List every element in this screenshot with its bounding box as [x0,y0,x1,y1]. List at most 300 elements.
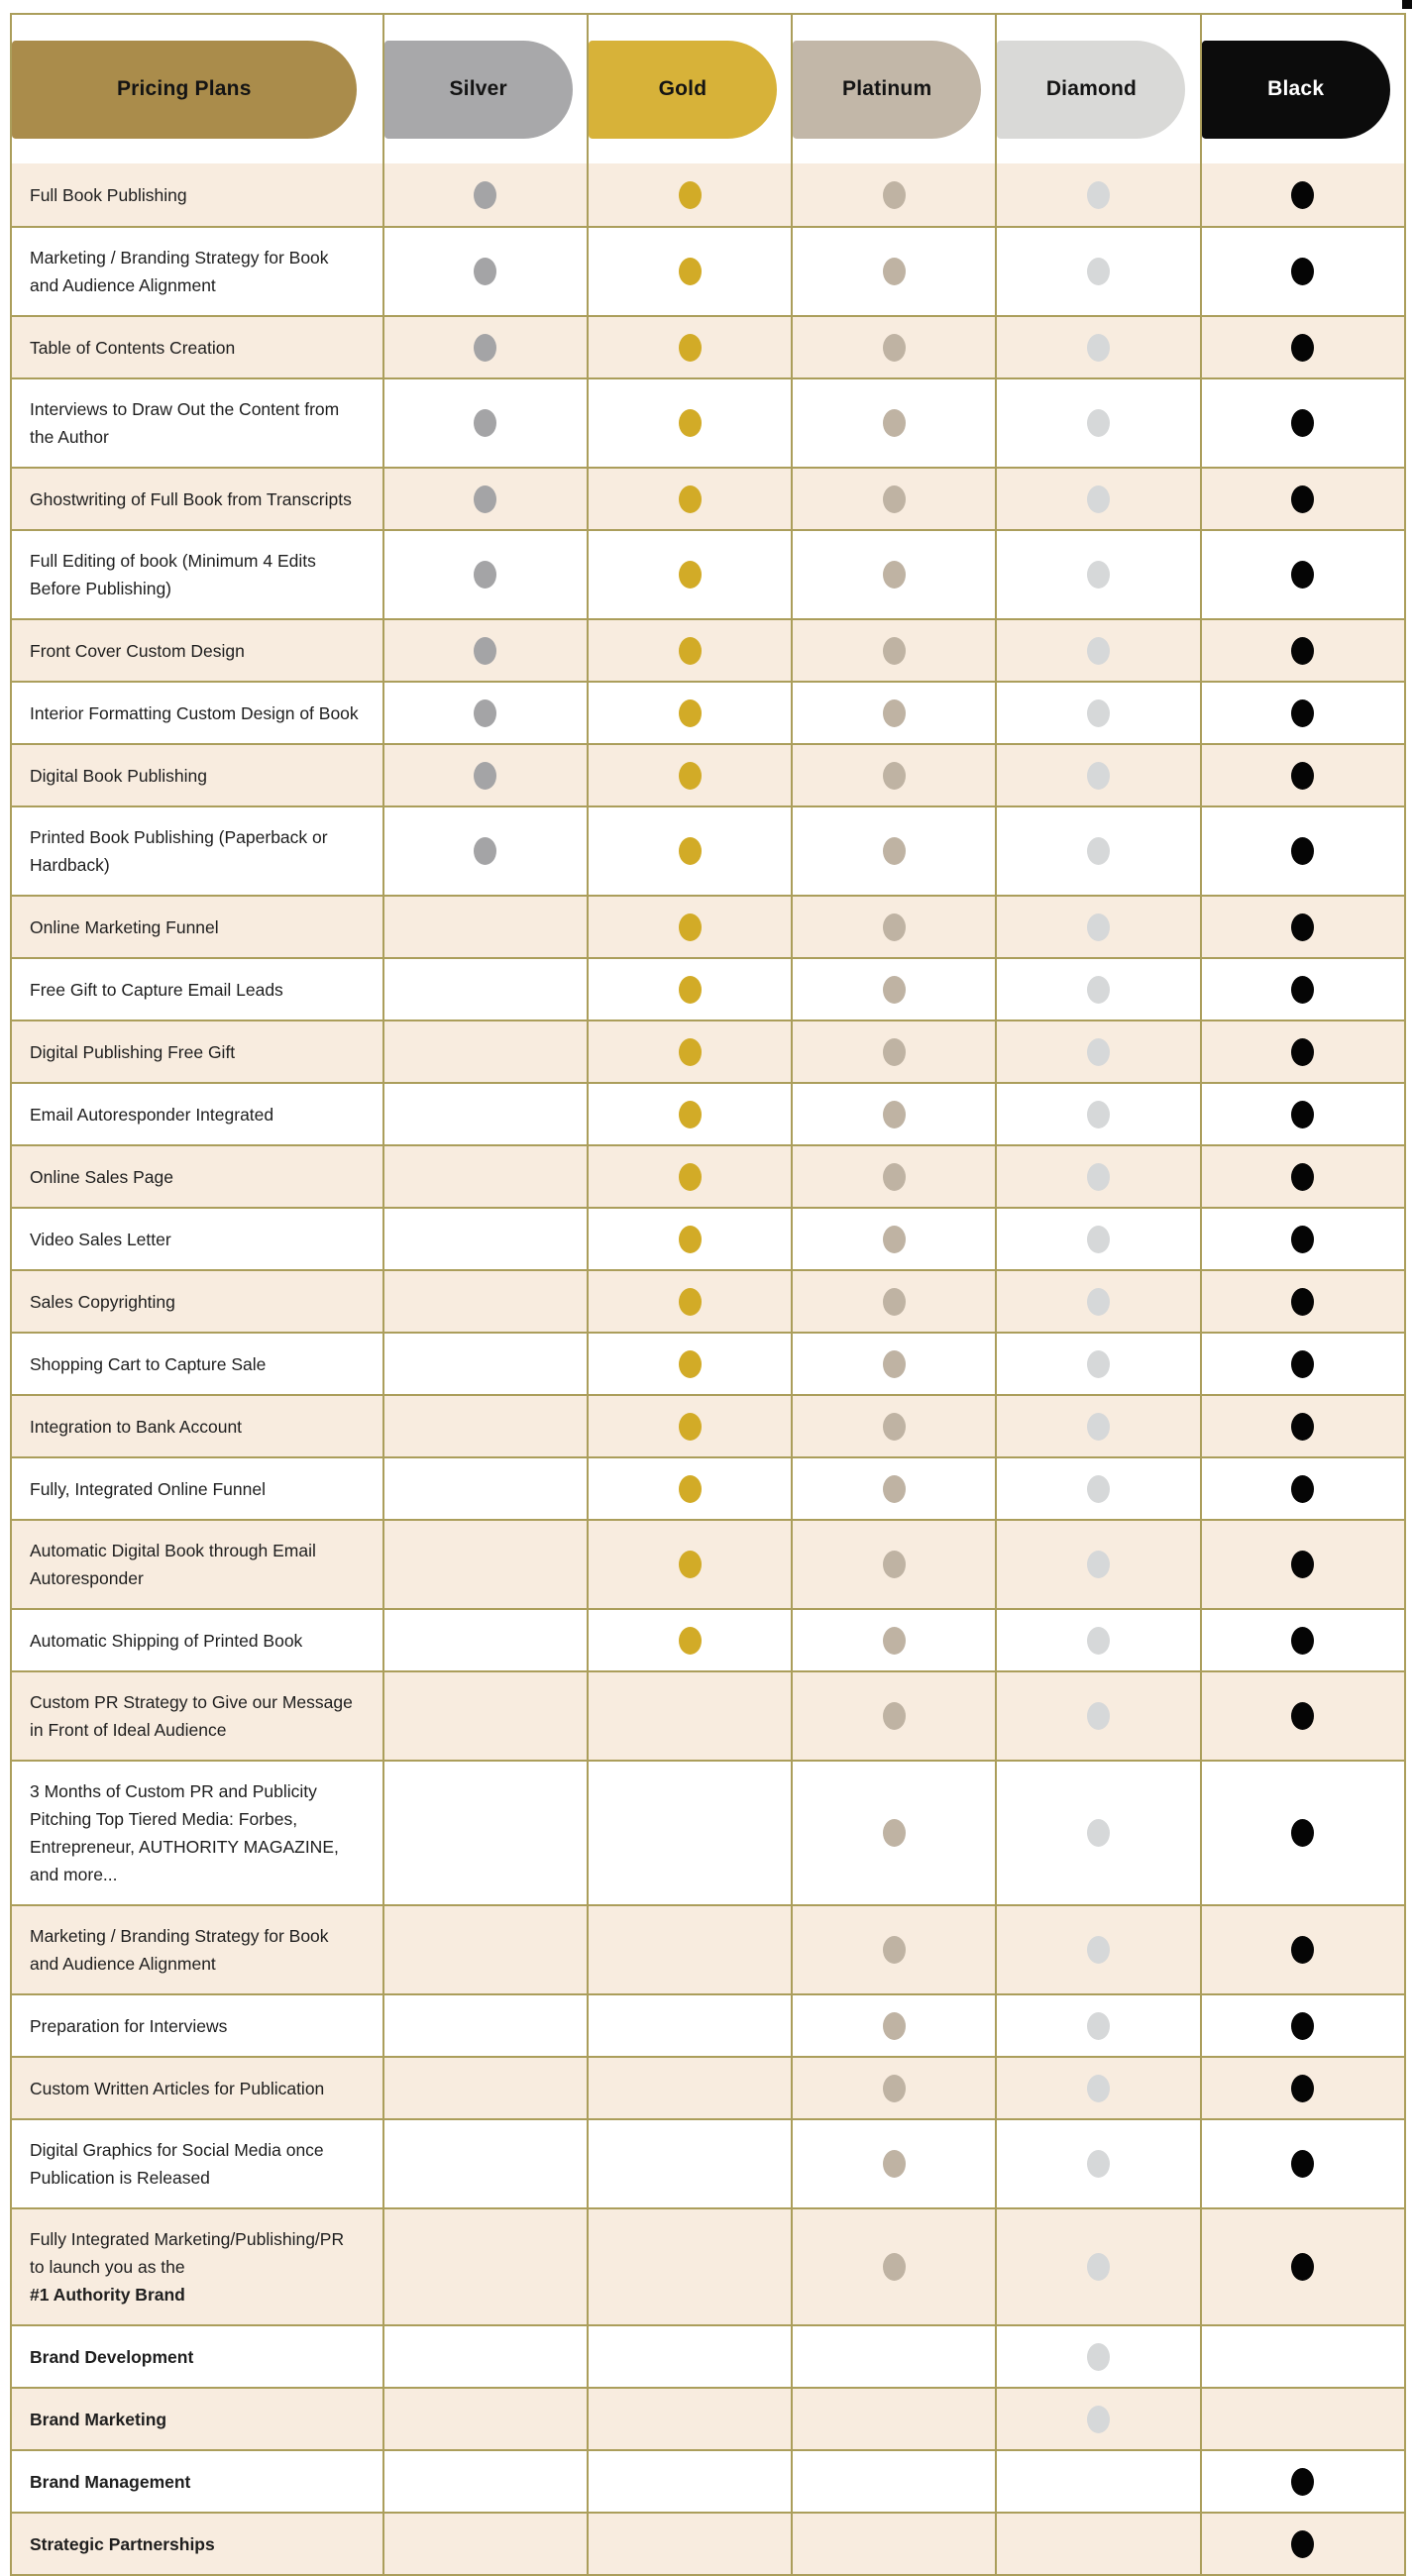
included-dot-diamond [1087,409,1110,437]
feature-label: Table of Contents Creation [30,337,236,358]
plan-cell-gold [587,531,791,618]
plan-cell-diamond [995,2209,1199,2324]
gold-pill [589,41,777,139]
feature-label: Brand Marketing [30,2409,167,2429]
plan-cell-silver [382,2120,587,2207]
plan-cell-platinum [791,2451,995,2512]
included-dot-diamond [1087,1163,1110,1191]
feature-label: Marketing / Branding Strategy for Book and Audience Alignment [30,1926,334,1974]
included-dot-diamond [1087,1936,1110,1964]
included-dot-gold [679,1551,702,1578]
silver-label: Silver [449,77,507,100]
screen-edge-artifact [1402,0,1412,9]
feature-row [12,1394,1404,1456]
plan-cell-silver [382,1521,587,1608]
included-dot-silver [474,561,496,589]
feature-label: Integration to Bank Account [30,1416,243,1437]
included-dot-diamond [1087,2075,1110,2102]
plan-cell-gold [587,163,791,226]
plan-cell-platinum [791,1146,995,1207]
plan-cell-silver [382,317,587,377]
included-dot-black [1291,1551,1314,1578]
included-dot-gold [679,1475,702,1503]
plan-cell-platinum [791,2514,995,2574]
plan-cell-black [1200,1672,1404,1760]
plan-cell-gold [587,1906,791,1993]
plan-cell-black [1200,1334,1404,1394]
plan-cell-gold [587,807,791,895]
included-dot-black [1291,2530,1314,2558]
plan-cell-platinum [791,745,995,805]
included-dot-gold [679,1038,702,1066]
plan-cell-diamond [995,1334,1199,1394]
included-dot-platinum [883,561,906,589]
included-dot-black [1291,1038,1314,1066]
included-dot-gold [679,181,702,209]
feature-label: Custom Written Articles for Publication [30,2078,325,2098]
plan-cell-diamond [995,2058,1199,2118]
plan-cell-gold [587,1209,791,1269]
feature-row [12,1456,1404,1519]
included-dot-black [1291,637,1314,665]
included-dot-gold [679,976,702,1004]
included-dot-black [1291,1226,1314,1253]
feature-label: Full Book Publishing [30,184,187,205]
feature-label: Online Marketing Funnel [30,916,219,937]
plan-cell-platinum [791,2326,995,2387]
plan-cell-black [1200,1209,1404,1269]
included-dot-diamond [1087,913,1110,941]
plan-cell-black [1200,1521,1404,1608]
feature-row [12,895,1404,957]
diamond-pill [997,41,1185,139]
included-dot-black [1291,762,1314,790]
feature-label: Fully, Integrated Online Funnel [30,1478,267,1499]
included-dot-platinum [883,699,906,727]
feature-row [12,1082,1404,1144]
plan-cell-diamond [995,2451,1199,2512]
included-dot-platinum [883,976,906,1004]
plan-cell-silver [382,1995,587,2056]
diamond-label: Diamond [1045,77,1138,100]
plan-cell-silver [382,228,587,315]
plan-cell-black [1200,1610,1404,1670]
pricing-comparison-table [10,13,1406,2576]
plan-cell-silver [382,683,587,743]
included-dot-platinum [883,637,906,665]
feature-row [12,1332,1404,1394]
feature-label: Digital Graphics for Social Media once Publication is Released [30,2140,329,2188]
plan-cell-gold [587,1146,791,1207]
included-dot-diamond [1087,1551,1110,1578]
feature-label: Email Autoresponder Integrated [30,1104,274,1125]
included-dot-platinum [883,409,906,437]
included-dot-gold [679,637,702,665]
feature-row [12,681,1404,743]
included-dot-diamond [1087,2012,1110,2040]
black-label: Black [1267,77,1325,100]
included-dot-diamond [1087,2253,1110,2281]
included-dot-gold [679,409,702,437]
plan-cell-black [1200,807,1404,895]
plan-cell-silver [382,531,587,618]
feature-row [12,1269,1404,1332]
plan-cell-silver [382,379,587,467]
plan-cell-diamond [995,897,1199,957]
included-dot-gold [679,561,702,589]
plan-cell-platinum [791,1209,995,1269]
feature-label: Automatic Shipping of Printed Book [30,1630,303,1651]
included-dot-gold [679,762,702,790]
plan-cell-platinum [791,1271,995,1332]
plan-cell-diamond [995,2326,1199,2387]
feature-row [12,2056,1404,2118]
included-dot-gold [679,913,702,941]
plan-cell-diamond [995,2389,1199,2449]
plan-cell-silver [382,1209,587,1269]
included-dot-black [1291,485,1314,513]
included-dot-gold [679,1413,702,1441]
plan-cell-diamond [995,379,1199,467]
feature-row [12,2207,1404,2324]
included-dot-diamond [1087,2343,1110,2371]
header-cell-diamond [995,15,1199,163]
included-dot-gold [679,699,702,727]
included-dot-platinum [883,1627,906,1655]
plan-cell-black [1200,317,1404,377]
plan-cell-black [1200,1084,1404,1144]
included-dot-black [1291,1936,1314,1964]
plan-cell-platinum [791,317,995,377]
plan-cell-gold [587,620,791,681]
included-dot-diamond [1087,2150,1110,2178]
feature-row [12,618,1404,681]
included-dot-diamond [1087,1101,1110,1128]
included-dot-black [1291,181,1314,209]
platinum-label: Platinum [842,77,932,100]
feature-label: Video Sales Letter [30,1229,171,1249]
included-dot-black [1291,2253,1314,2281]
plan-cell-platinum [791,2209,995,2324]
included-dot-black [1291,1413,1314,1441]
plan-cell-silver [382,1762,587,1904]
gold-label: Gold [658,77,707,100]
plan-cell-gold [587,897,791,957]
plan-cell-silver [382,620,587,681]
table-header-row [12,15,1404,163]
plan-cell-black [1200,228,1404,315]
plan-cell-platinum [791,1021,995,1082]
included-dot-black [1291,1702,1314,1730]
plan-cell-silver [382,2058,587,2118]
included-dot-silver [474,334,496,362]
included-dot-diamond [1087,334,1110,362]
included-dot-diamond [1087,1627,1110,1655]
plan-cell-silver [382,1146,587,1207]
plan-cell-gold [587,1610,791,1670]
plan-cell-platinum [791,469,995,529]
included-dot-diamond [1087,762,1110,790]
feature-row [12,743,1404,805]
included-dot-black [1291,258,1314,285]
plan-cell-diamond [995,620,1199,681]
feature-row [12,163,1404,226]
included-dot-black [1291,699,1314,727]
included-dot-silver [474,699,496,727]
included-dot-platinum [883,485,906,513]
plan-cell-black [1200,1906,1404,1993]
plan-cell-black [1200,469,1404,529]
feature-label: Online Sales Page [30,1166,173,1187]
included-dot-gold [679,1226,702,1253]
plan-cell-diamond [995,745,1199,805]
plan-cell-platinum [791,228,995,315]
plan-cell-platinum [791,2058,995,2118]
feature-row [12,805,1404,895]
plan-cell-gold [587,745,791,805]
feature-label: Full Editing of book (Minimum 4 Edits Before Publishing) [30,551,321,598]
plan-cell-gold [587,1084,791,1144]
plan-cell-black [1200,683,1404,743]
feature-label: Digital Publishing Free Gift [30,1041,236,1062]
plan-cell-diamond [995,1396,1199,1456]
feature-label: Printed Book Publishing (Paperback or Hardback) [30,827,333,875]
plan-cell-diamond [995,2120,1199,2207]
included-dot-black [1291,1350,1314,1378]
feature-label: Interviews to Draw Out the Content from the Author [30,399,345,447]
plan-cell-diamond [995,683,1199,743]
feature-row [12,1760,1404,1904]
feature-row [12,1020,1404,1082]
included-dot-platinum [883,334,906,362]
plan-cell-black [1200,2451,1404,2512]
feature-row [12,1904,1404,1993]
included-dot-diamond [1087,1819,1110,1847]
plan-cell-gold [587,379,791,467]
feature-label: 3 Months of Custom PR and Publicity Pitching Top Tiered Media: Forbes, Entrepreneur, AUTHORITY MAGAZINE, and more... [30,1781,344,1884]
plan-cell-silver [382,1021,587,1082]
header-cell-silver [382,15,587,163]
plan-cell-black [1200,620,1404,681]
included-dot-black [1291,1627,1314,1655]
included-dot-black [1291,1101,1314,1128]
plan-cell-platinum [791,1995,995,2056]
included-dot-platinum [883,258,906,285]
included-dot-platinum [883,1936,906,1964]
included-dot-platinum [883,1702,906,1730]
included-dot-platinum [883,1413,906,1441]
header-cell-pricing-plans [12,15,382,163]
included-dot-gold [679,1627,702,1655]
plan-cell-gold [587,1672,791,1760]
plan-cell-diamond [995,1021,1199,1082]
feature-label: Shopping Cart to Capture Sale [30,1353,267,1374]
plan-cell-diamond [995,1209,1199,1269]
included-dot-diamond [1087,1413,1110,1441]
included-dot-diamond [1087,699,1110,727]
header-cell-black [1200,15,1404,163]
included-dot-black [1291,1475,1314,1503]
plan-cell-gold [587,2451,791,2512]
plan-cell-gold [587,683,791,743]
plan-cell-silver [382,745,587,805]
feature-label: Custom PR Strategy to Give our Message in Front of Ideal Audience [30,1692,358,1740]
included-dot-black [1291,976,1314,1004]
plan-cell-gold [587,1021,791,1082]
included-dot-platinum [883,2150,906,2178]
plan-cell-diamond [995,1762,1199,1904]
included-dot-platinum [883,1819,906,1847]
included-dot-silver [474,181,496,209]
included-dot-diamond [1087,637,1110,665]
plan-cell-platinum [791,1762,995,1904]
feature-row [12,1670,1404,1760]
plan-cell-silver [382,163,587,226]
plan-cell-platinum [791,1458,995,1519]
feature-row [12,315,1404,377]
plan-cell-black [1200,1271,1404,1332]
plan-cell-platinum [791,163,995,226]
plan-cell-gold [587,1762,791,1904]
included-dot-black [1291,1288,1314,1316]
feature-label: Brand Management [30,2471,191,2492]
plan-cell-diamond [995,959,1199,1020]
included-dot-gold [679,1350,702,1378]
included-dot-platinum [883,1350,906,1378]
plan-cell-diamond [995,1521,1199,1608]
plan-cell-silver [382,2209,587,2324]
included-dot-diamond [1087,1350,1110,1378]
feature-row [12,377,1404,467]
plan-cell-silver [382,807,587,895]
plan-cell-diamond [995,1906,1199,1993]
header-cell-gold [587,15,791,163]
included-dot-silver [474,762,496,790]
included-dot-gold [679,1288,702,1316]
included-dot-black [1291,913,1314,941]
included-dot-diamond [1087,181,1110,209]
plan-cell-silver [382,2389,587,2449]
plan-cell-silver [382,959,587,1020]
pricing-plans-label: Pricing Plans [116,77,252,100]
included-dot-silver [474,485,496,513]
feature-label: Digital Book Publishing [30,765,207,786]
feature-label: Front Cover Custom Design [30,640,245,661]
feature-row [12,1608,1404,1670]
feature-row [12,529,1404,618]
plan-cell-gold [587,228,791,315]
included-dot-diamond [1087,485,1110,513]
plan-cell-black [1200,745,1404,805]
plan-cell-platinum [791,379,995,467]
plan-cell-silver [382,897,587,957]
plan-cell-gold [587,1521,791,1608]
included-dot-platinum [883,1288,906,1316]
included-dot-diamond [1087,1226,1110,1253]
included-dot-black [1291,2012,1314,2040]
plan-cell-platinum [791,1521,995,1608]
included-dot-black [1291,837,1314,865]
feature-rows [12,163,1404,2574]
plan-cell-platinum [791,1610,995,1670]
plan-cell-silver [382,1334,587,1394]
plan-cell-diamond [995,1672,1199,1760]
feature-row [12,2387,1404,2449]
included-dot-black [1291,2075,1314,2102]
plan-cell-diamond [995,163,1199,226]
included-dot-black [1291,2150,1314,2178]
plan-cell-platinum [791,959,995,1020]
plan-cell-diamond [995,2514,1199,2574]
plan-cell-platinum [791,1906,995,1993]
plan-cell-diamond [995,1271,1199,1332]
feature-row [12,467,1404,529]
pricing-plans-pill [12,41,357,139]
plan-cell-diamond [995,228,1199,315]
included-dot-diamond [1087,258,1110,285]
feature-label: Preparation for Interviews [30,2015,228,2036]
plan-cell-platinum [791,683,995,743]
feature-row [12,1207,1404,1269]
plan-cell-black [1200,1146,1404,1207]
included-dot-platinum [883,762,906,790]
included-dot-platinum [883,1038,906,1066]
plan-cell-black [1200,163,1404,226]
included-dot-black [1291,334,1314,362]
plan-cell-gold [587,959,791,1020]
plan-cell-gold [587,2058,791,2118]
plan-cell-gold [587,1271,791,1332]
feature-label: Sales Copyrighting [30,1291,175,1312]
header-cell-platinum [791,15,995,163]
plan-cell-silver [382,1458,587,1519]
included-dot-black [1291,409,1314,437]
plan-cell-diamond [995,1995,1199,2056]
included-dot-silver [474,837,496,865]
plan-cell-diamond [995,807,1199,895]
plan-cell-gold [587,1458,791,1519]
plan-cell-silver [382,1610,587,1670]
plan-cell-black [1200,959,1404,1020]
plan-cell-gold [587,1995,791,2056]
plan-cell-silver [382,2326,587,2387]
included-dot-black [1291,1819,1314,1847]
silver-pill [384,41,573,139]
feature-row [12,1519,1404,1608]
plan-cell-platinum [791,531,995,618]
included-dot-diamond [1087,1288,1110,1316]
included-dot-gold [679,334,702,362]
feature-label: Brand Development [30,2346,194,2367]
included-dot-diamond [1087,837,1110,865]
included-dot-platinum [883,1551,906,1578]
plan-cell-platinum [791,897,995,957]
plan-cell-platinum [791,2120,995,2207]
included-dot-diamond [1087,1475,1110,1503]
included-dot-diamond [1087,561,1110,589]
plan-cell-gold [587,2209,791,2324]
included-dot-platinum [883,1101,906,1128]
plan-cell-platinum [791,620,995,681]
plan-cell-gold [587,2514,791,2574]
plan-cell-silver [382,469,587,529]
plan-cell-platinum [791,2389,995,2449]
plan-cell-black [1200,1396,1404,1456]
included-dot-diamond [1087,976,1110,1004]
included-dot-silver [474,258,496,285]
plan-cell-black [1200,1021,1404,1082]
included-dot-platinum [883,913,906,941]
